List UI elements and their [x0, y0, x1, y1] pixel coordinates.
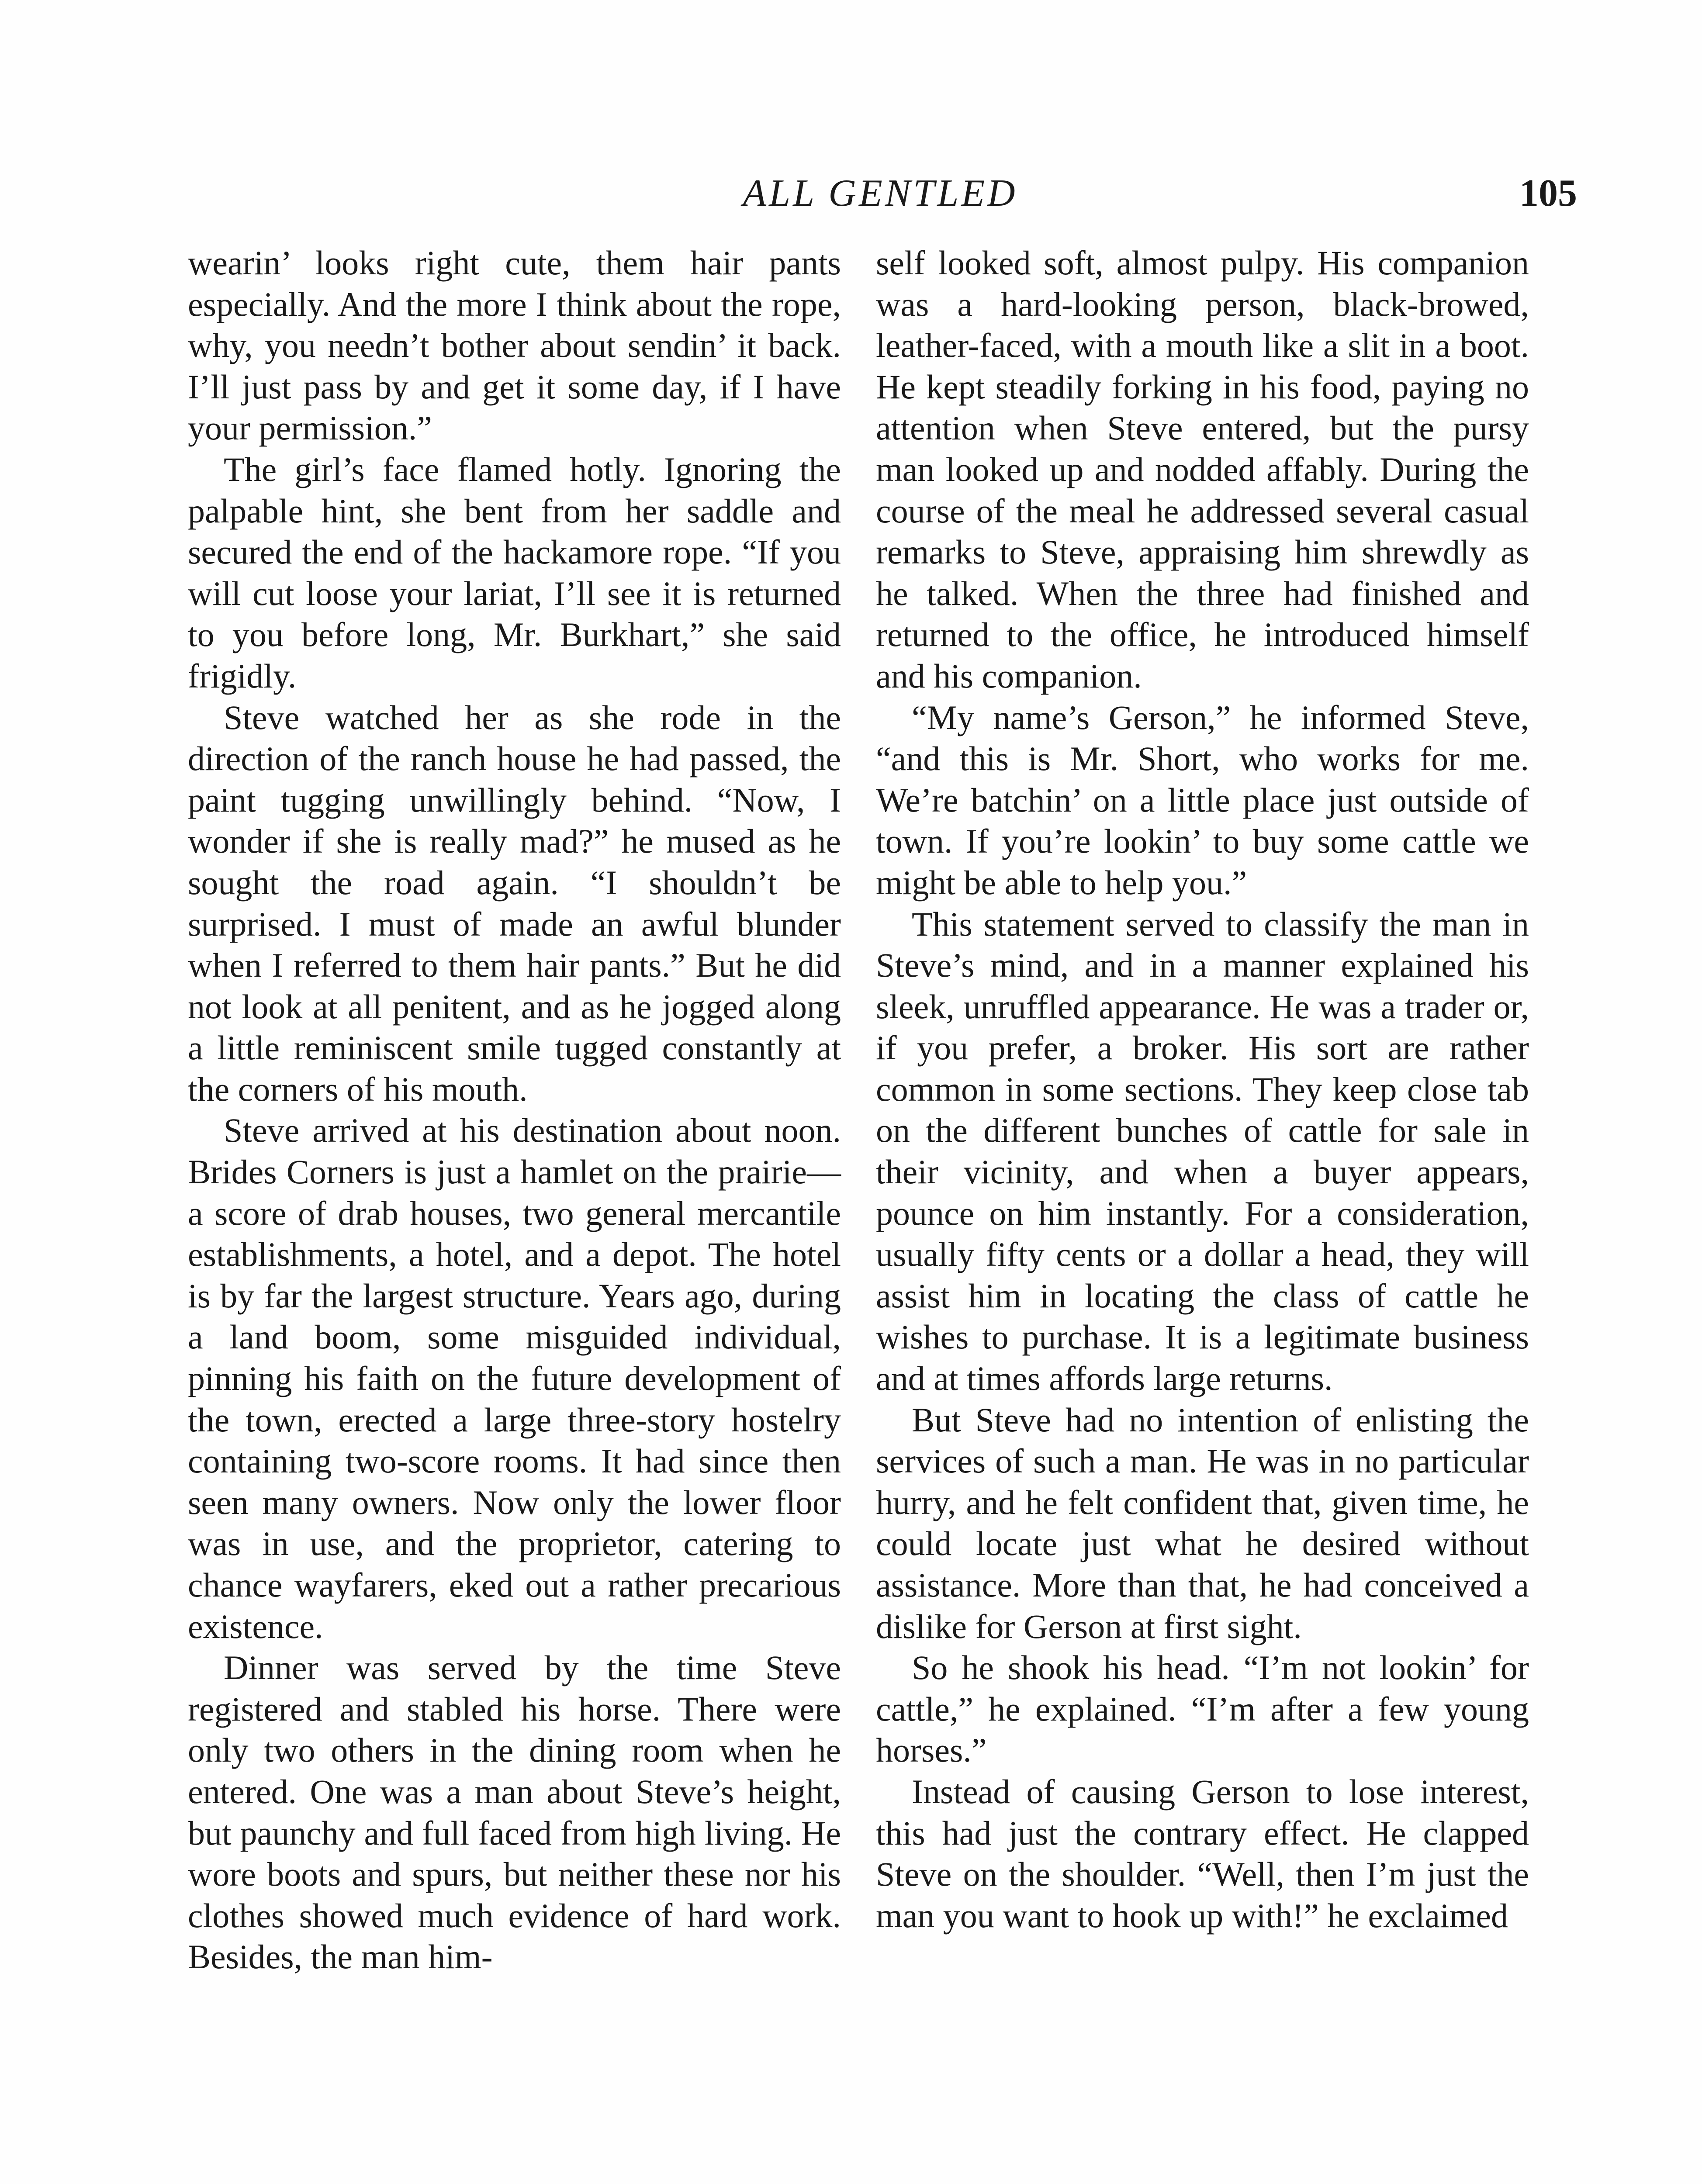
left-column	[188, 242, 841, 1978]
paragraph: Dinner was served by the time Steve registered and stabled his horse. There were only two others in the dining room when he entered. One was a man about Steve’s height, but paunchy and full faced from high living. He wore boots and spurs, but neither these nor his clothes showed much evidence of hard work. Besides, the man him-	[188, 1648, 841, 1976]
page-number: 105	[1519, 172, 1577, 214]
paragraph: “My name’s Gerson,” he informed Steve, “and this is Mr. Short, who works for me. We’re batchin’ on a little place just outside of town. If you’re lookin’ to buy some cattle we might be able to help you.”	[876, 698, 1529, 902]
paragraph: Instead of causing Gerson to lose interest, this had just the contrary effect. He clapped Steve on the shoulder. “Well, then I’m just the man you want to hook up with!” he exclaimed	[876, 1772, 1529, 1935]
paragraph: This statement served to classify the man in Steve’s mind, and in a manner explained his sleek, unruffled appearance. He was a trader or, if you prefer, a broker. His sort are rather common in some sections. They keep close tab on the different bunches of cattle for sale in their vicinity, and when a buyer appears, pounce on him instantly. For a consideration, usually fifty cents or a dollar a head, they will assist him in locating the class of cattle he wishes to purchase. It is a legitimate business and at times affords large returns.	[876, 905, 1529, 1398]
paragraph: But Steve had no intention of enlisting the services of such a man. He was in no particular hurry, and he felt confident that, given time, he could locate just what he desired without assistance. More than that, he had conceived a dislike for Gerson at first sight.	[876, 1400, 1529, 1645]
paragraph: Steve arrived at his destination about noon. Brides Corners is just a hamlet on the prairie—a score of drab houses, two general mercantile establishments, a hotel, and a depot. The hotel is by far the largest structure. Years ago, during a land boom, some misguided individual, pinning his faith on the future development of the town, erected a large three-story hostelry containing two-score rooms. It had since then seen many owners. Now only the lower floor was in use, and the proprietor, catering to chance wayfarers, eked out a rather precarious existence.	[188, 1111, 841, 1645]
paragraph: The girl’s face flamed hotly. Ignoring the palpable hint, she bent from her saddle and secured the end of the hackamore rope. “If you will cut loose your lariat, I’ll see it is returned to you before long, Mr. Burkhart,” she said frigidly.	[188, 450, 841, 695]
page-header	[183, 169, 1577, 218]
paragraph: wearin’ looks right cute, them hair pants especially. And the more I think about the rope, why, you needn’t bother about sendin’ it back. I’ll just pass by and get it some day, if I have your permission.”	[188, 244, 841, 447]
paragraph: self looked soft, almost pulpy. His companion was a hard-looking person, black-browed, leather-faced, with a mouth like a slit in a boot. He kept steadily forking in his food, paying no attention when Steve entered, but the pursy man looked up and nodded affably. During the course of the meal he addressed several casual remarks to Steve, appraising him shrewdly as he talked. When the three had finished and returned to the office, he introduced himself and his companion.	[876, 244, 1529, 695]
paragraph: Steve watched her as she rode in the direction of the ranch house he had passed, the paint tugging unwillingly behind. “Now, I wonder if she is really mad?” he mused as he sought the road again. “I shouldn’t be surprised. I must of made an awful blunder when I referred to them hair pants.” But he did not look at all penitent, and as he jogged along a little reminiscent smile tugged constantly at the corners of his mouth.	[188, 698, 841, 1108]
right-column	[876, 242, 1529, 1936]
running-title: ALL GENTLED	[743, 172, 1018, 214]
paragraph: So he shook his head. “I’m not lookin’ for cattle,” he explained. “I’m after a few young horses.”	[876, 1648, 1529, 1769]
